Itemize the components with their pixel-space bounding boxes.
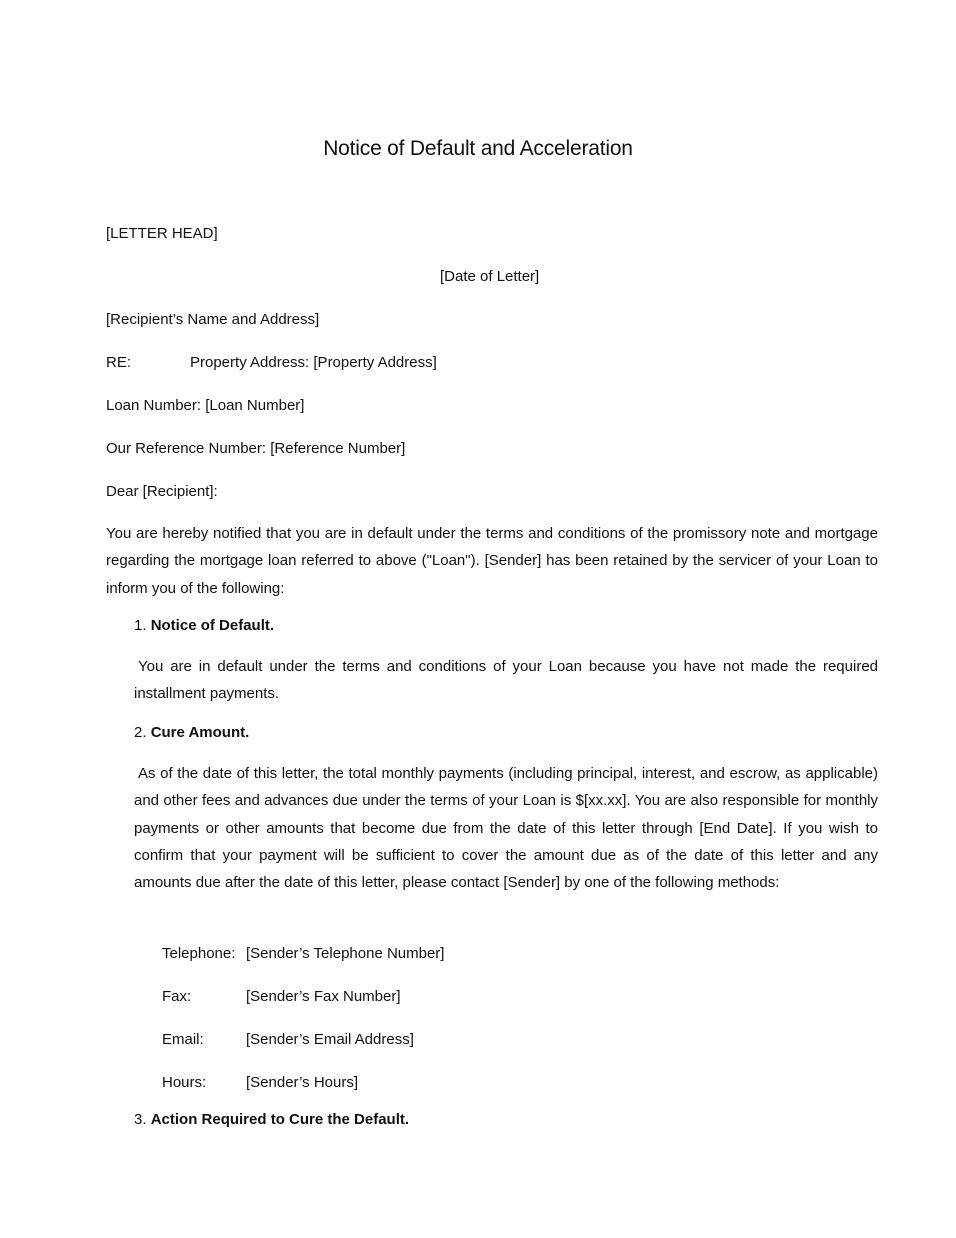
section-cure-amount-body: As of the date of this letter, the total monthly payments (including principal, interest, and escrow, as applicable) and other fees and advances due under the terms of your Loan is $[xx.xx]. You are also responsible for monthly payments or other amounts that become due from the date of this letter through [End Date]. If you wish to confirm that your payment will be sufficient to cover the amount due as of the date of this letter and any amounts due after the date of this letter, please contact [Sender] by one of the following methods: [134, 765, 878, 892]
contact-label: Telephone: [162, 945, 236, 962]
contact-value: [Sender’s Hours] [246, 1074, 359, 1091]
section-heading: Notice of Default. [150, 617, 275, 634]
intro-paragraph: You are hereby notified that you are in default under the terms and conditions of the promissory note and mortgage regarding the mortgage loan referred to above ("Loan"). [Sender] has been retained by the servicer of your Loan to inform you of the following: [106, 525, 878, 597]
section-number: 2. [134, 724, 147, 741]
section-notice-of-default-heading [134, 616, 274, 636]
re-label: RE: [106, 354, 132, 371]
reference-number: Our Reference Number: [Reference Number] [106, 440, 406, 457]
contact-label: Email: [162, 1031, 204, 1048]
recipient-name-address: [Recipient’s Name and Address] [106, 311, 320, 328]
salutation: Dear [Recipient]: [106, 483, 218, 500]
loan-number: Loan Number: [Loan Number] [106, 397, 305, 414]
section-number: 1. [134, 617, 147, 634]
date-of-letter: [Date of Letter] [440, 268, 540, 285]
section-number: 3. [134, 1111, 147, 1128]
section-notice-of-default-body: You are in default under the terms and conditions of your Loan because you have not made the required installment payments. [134, 658, 878, 703]
property-address: Property Address: [Property Address] [190, 354, 437, 371]
contact-label: Fax: [162, 988, 192, 1005]
contact-value: [Sender’s Telephone Number] [246, 945, 445, 962]
section-cure-amount-heading [134, 723, 249, 743]
section-action-required-heading [134, 1110, 409, 1130]
contact-value: [Sender’s Email Address] [246, 1031, 414, 1048]
section-heading: Action Required to Cure the Default. [150, 1111, 410, 1128]
letter-head: [LETTER HEAD] [106, 225, 218, 242]
contact-label: Hours: [162, 1074, 207, 1091]
section-heading: Cure Amount. [150, 724, 250, 741]
document-title: Notice of Default and Acceleration [323, 137, 633, 160]
contact-value: [Sender’s Fax Number] [246, 988, 401, 1005]
